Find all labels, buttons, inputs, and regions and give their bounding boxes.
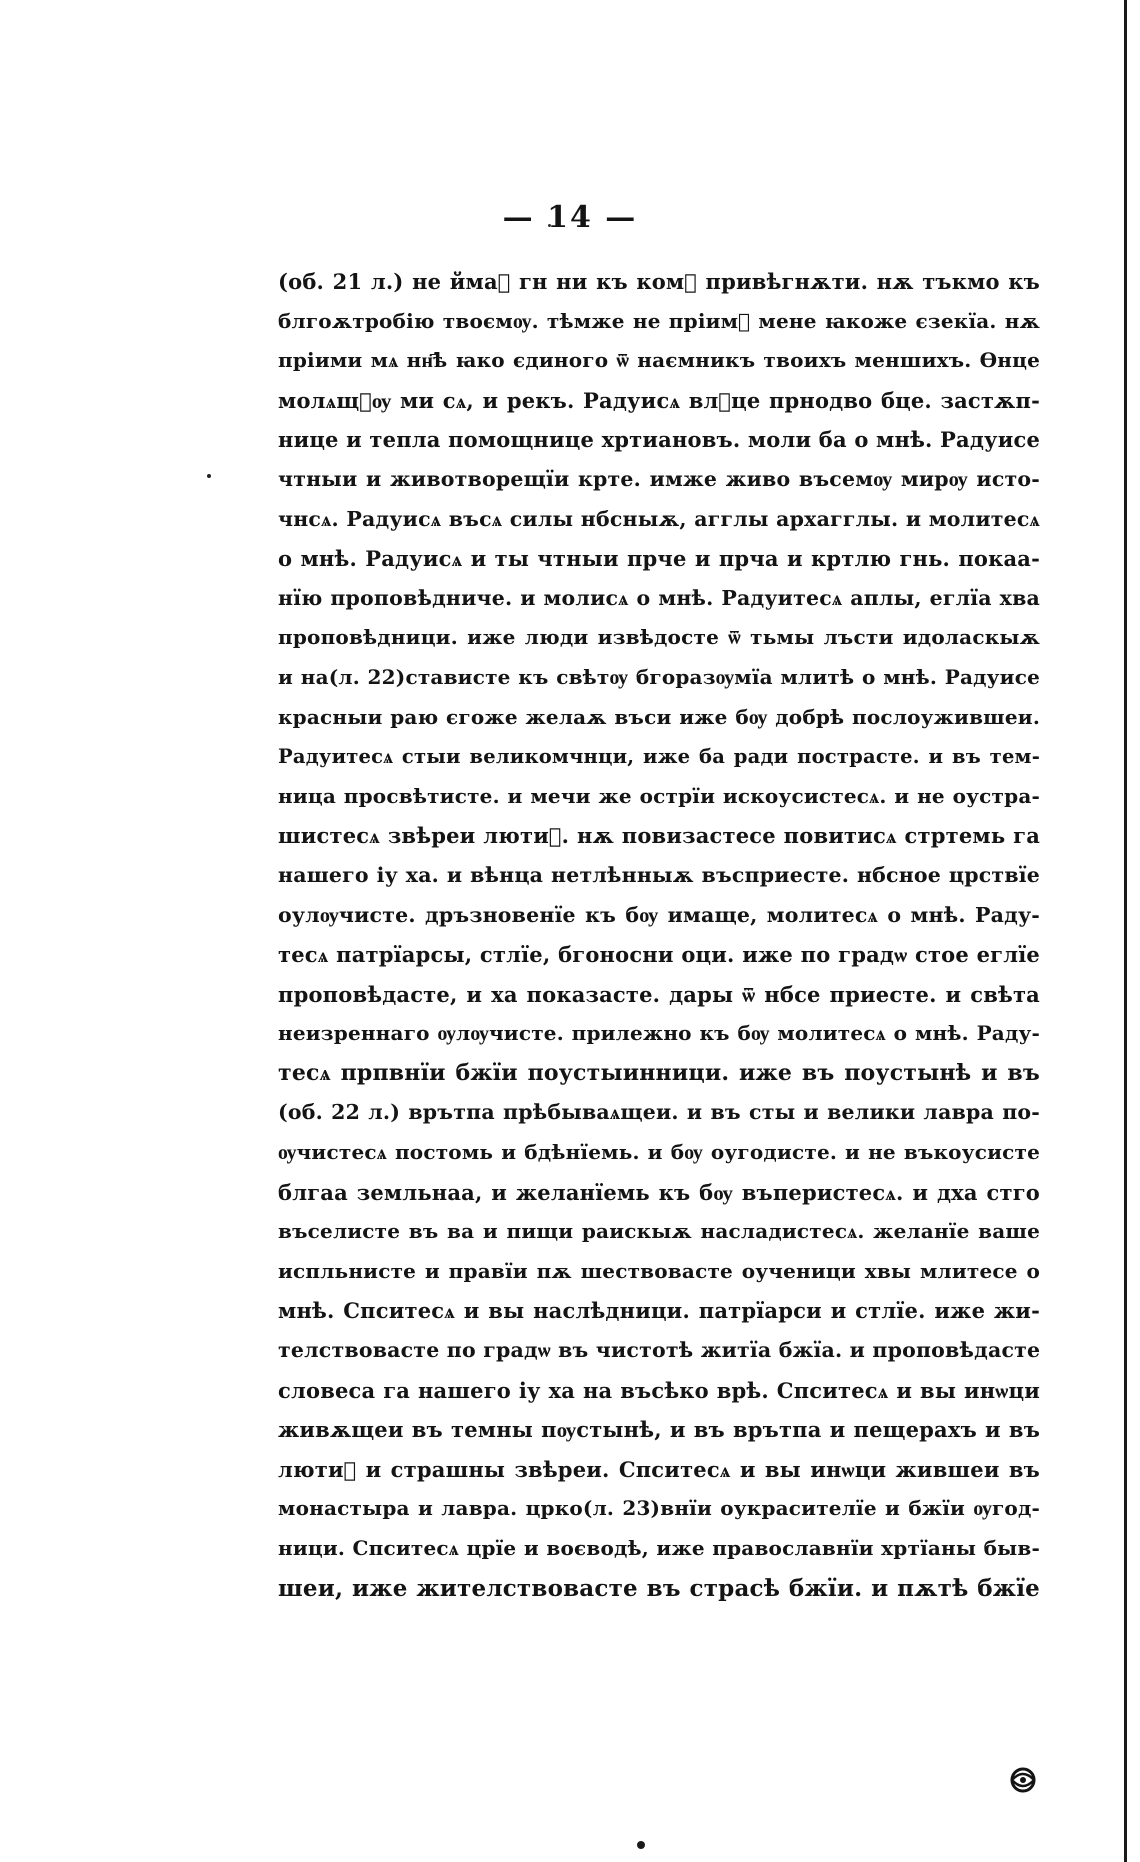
- text-line: шистесѧ звѣреи лютиⷯ. нѫ повизастесе повитисѧ стртемь га: [278, 823, 1040, 849]
- body-text: [278, 262, 1040, 1608]
- text-line: живѫщеи въ темны пѹстынѣ, и въ врътпа и пещерахъ и въ: [278, 1417, 1040, 1443]
- text-line: нїю проповѣдниче. и молисѧ о мнѣ. Радуитесѧ аплы, еглїа хва: [278, 585, 1040, 610]
- text-line: проповѣдасте, и ха показасте. дары ѿ нбсе приесте. и свѣта: [278, 981, 1040, 1007]
- text-line: нице и тепла помощнице хртиановъ. моли ба о мнѣ. Радуисе: [278, 427, 1041, 453]
- text-line: въселисте въ ва и пищи раискыѫ насладистесѧ. желанїе ваше: [278, 1219, 1040, 1244]
- text-line: телствовасте по градѡ въ чистотѣ житїа бжїа. и проповѣдасте: [278, 1338, 1041, 1363]
- text-line: блгоѫтробію твоємѹ. тѣмже не пріимⷭ мене ꙗкоже єзекїа. нѫ: [278, 308, 1040, 333]
- ornament-icon: [1006, 1766, 1040, 1794]
- text-line: блгаа земльнаа, и желанїемь къ бѹ въперистесѧ. и дха стго: [278, 1179, 1040, 1205]
- text-line: лютиⷯ и страшны звѣреи. Спситесѧ и вы инѡци жившеи въ: [278, 1456, 1040, 1482]
- text-line: чтныи и животворещїи крте. имже живо въсемѹ мирѹ исто-: [278, 466, 1040, 491]
- text-line: (об. 22 л.) врътпа прѣбываѧщеи. и въ сты и велики лавра по-: [278, 1100, 1040, 1125]
- text-line: оулѹчисте. дръзновенїе къ бѹ имаще, молитесѧ о мнѣ. Раду-: [278, 902, 1040, 927]
- text-line: мнѣ. Спситесѧ и вы наслѣдници. патрїарси и стлїе. иже жи-: [278, 1298, 1040, 1324]
- text-line: тесѧ патрїарсы, стлїе, бгоносни оци. иже по градѡ стое еглїе: [278, 942, 1040, 968]
- text-line: пріими мѧ нн҃ѣ ꙗко єдиного ѿ наємникъ твоихъ меншихъ. Ѳнце: [278, 348, 1040, 373]
- text-line: молѧщⷭѹ ми сѧ, и рекъ. Радуисѧ влⷣце прнодво бце. застѫп-: [278, 387, 1040, 413]
- text-line: тесѧ прпвнїи бжїи поустыинници. иже въ поустынѣ и въ: [278, 1059, 1040, 1086]
- text-line: словеса га нашего іу ха на въсѣко врѣ. Спситесѧ и вы инѡци: [278, 1377, 1040, 1403]
- text-line: нашего іу ха. и вѣнца нетлѣнныѫ въсприесте. нбсное црствїе: [278, 862, 1040, 887]
- bottom-mark: [637, 1841, 645, 1849]
- text-line: ници. Спситесѧ црїе и воєводѣ, иже православнїи хртїаны быв-: [278, 1536, 1040, 1560]
- page-edge-border: [1124, 0, 1127, 1862]
- text-line: неизреннаго ѹлѹчисте. прилежно къ бѹ молитесѧ о мнѣ. Раду-: [278, 1021, 1040, 1046]
- page-number: — 14 —: [502, 200, 638, 235]
- text-line: Радуитесѧ стыи великомчнци, иже ба ради пострасте. и въ тем-: [278, 745, 1040, 769]
- text-line: монастыра и лавра. црко(л. 23)внїи оукрасителїе и бжїи ѹгод-: [278, 1496, 1040, 1521]
- text-line: чнсѧ. Радуисѧ въсѧ силы нбсныѫ, агглы архагглы. и молитесѧ: [278, 506, 1040, 531]
- margin-mark: [207, 474, 211, 478]
- text-line: красныи раю єгоже желаѫ въси иже бѹ добрѣ послоужившеи.: [278, 704, 1040, 729]
- text-line: (об. 21 л.) не ймаⷮ гн ни къ комⷹ привѣгнѫти. нѫ тъкмо къ: [278, 269, 1040, 294]
- text-line: проповѣдници. иже люди извѣдосте ѿ тьмы лъсти идоласкыѫ: [278, 625, 1040, 650]
- text-line: ѹчистесѧ постомь и бдѣнїемь. и бѹ оугодисте. и не въкоусисте: [278, 1140, 1040, 1165]
- text-line: испльнисте и правїи пѫ шествовасте оученици хвы млитесе о: [278, 1258, 1040, 1283]
- text-line: ница просвѣтисте. и мечи же острїи искоусистесѧ. и не оустра-: [278, 783, 1040, 808]
- text-line: шеи, иже жителствовасте въ страсѣ бжїи. и пѫтѣ бжїе: [278, 1574, 1040, 1602]
- text-line: о мнѣ. Радуисѧ и ты чтныи прче и прча и кртлю гнь. покаа-: [278, 546, 1040, 572]
- text-line: и на(л. 22)стависте къ свѣтѹ бгоразѹмїа млитѣ о мнѣ. Радуисе: [278, 664, 1040, 689]
